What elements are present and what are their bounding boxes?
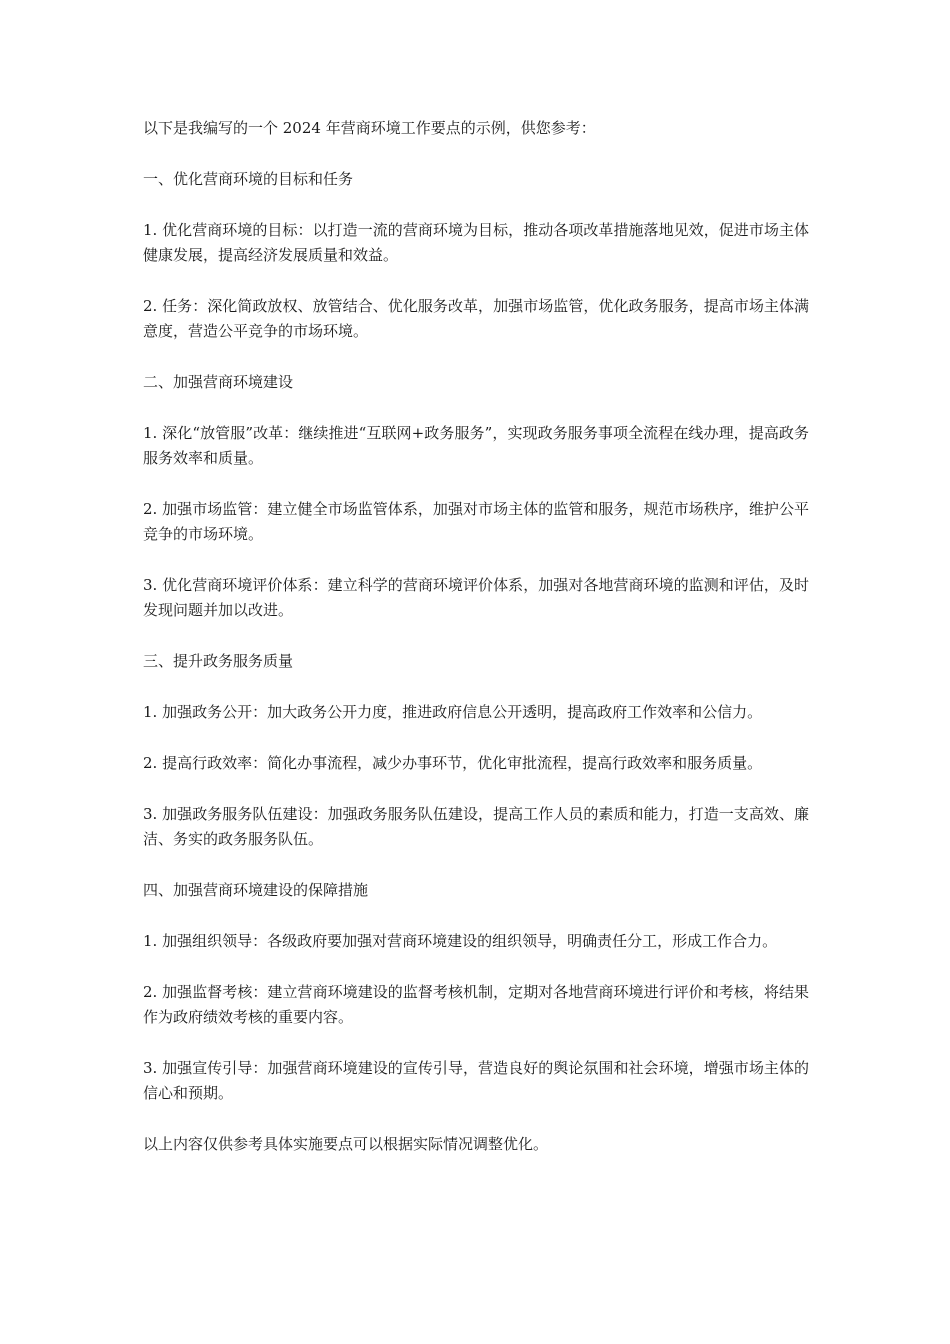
section-3-item-3: 3. 加强政务服务队伍建设：加强政务服务队伍建设，提高工作人员的素质和能力，打造一支高效、廉洁、务实的政务服务队伍。 [143,805,809,848]
document-body [143,116,809,1183]
section-1-item-1: 1. 优化营商环境的目标：以打造一流的营商环境为目标，推动各项改革措施落地见效，促进市场主体健康发展，提高经济发展质量和效益。 [143,221,809,264]
intro-paragraph: 以下是我编写的一个 2024 年营商环境工作要点的示例，供您参考： [143,119,596,137]
section-4-heading: 四、加强营商环境建设的保障措施 [143,881,369,899]
section-3-heading: 三、提升政务服务质量 [143,652,294,670]
section-2-item-2: 2. 加强市场监管：建立健全市场监管体系，加强对市场主体的监管和服务，规范市场秩序，维护公平竞争的市场环境。 [143,500,809,543]
section-1-heading: 一、优化营商环境的目标和任务 [143,170,354,188]
section-4-item-3: 3. 加强宣传引导：加强营商环境建设的宣传引导，营造良好的舆论氛围和社会环境，增强市场主体的信心和预期。 [143,1059,809,1102]
closing-paragraph: 以上内容仅供参考具体实施要点可以根据实际情况调整优化。 [143,1135,549,1153]
section-2-item-3: 3. 优化营商环境评价体系：建立科学的营商环境评价体系，加强对各地营商环境的监测和评估，及时发现问题并加以改进。 [143,576,809,619]
section-3-item-2: 2. 提高行政效率：简化办事流程，减少办事环节，优化审批流程，提高行政效率和服务质量。 [143,754,763,772]
section-4-item-1: 1. 加强组织领导：各级政府要加强对营商环境建设的组织领导，明确责任分工，形成工作合力。 [143,932,778,950]
section-1-item-2: 2. 任务：深化简政放权、放管结合、优化服务改革，加强市场监管，优化政务服务，提高市场主体满意度，营造公平竞争的市场环境。 [143,297,809,340]
section-2-heading: 二、加强营商环境建设 [143,373,294,391]
section-2-item-1: 1. 深化“放管服”改革：继续推进“互联网+政务服务”，实现政务服务事项全流程在线办理，提高政务服务效率和质量。 [143,424,809,467]
section-3-item-1: 1. 加强政务公开：加大政务公开力度，推进政府信息公开透明，提高政府工作效率和公信力。 [143,703,763,721]
section-4-item-2: 2. 加强监督考核：建立营商环境建设的监督考核机制，定期对各地营商环境进行评价和考核，将结果作为政府绩效考核的重要内容。 [143,983,809,1026]
